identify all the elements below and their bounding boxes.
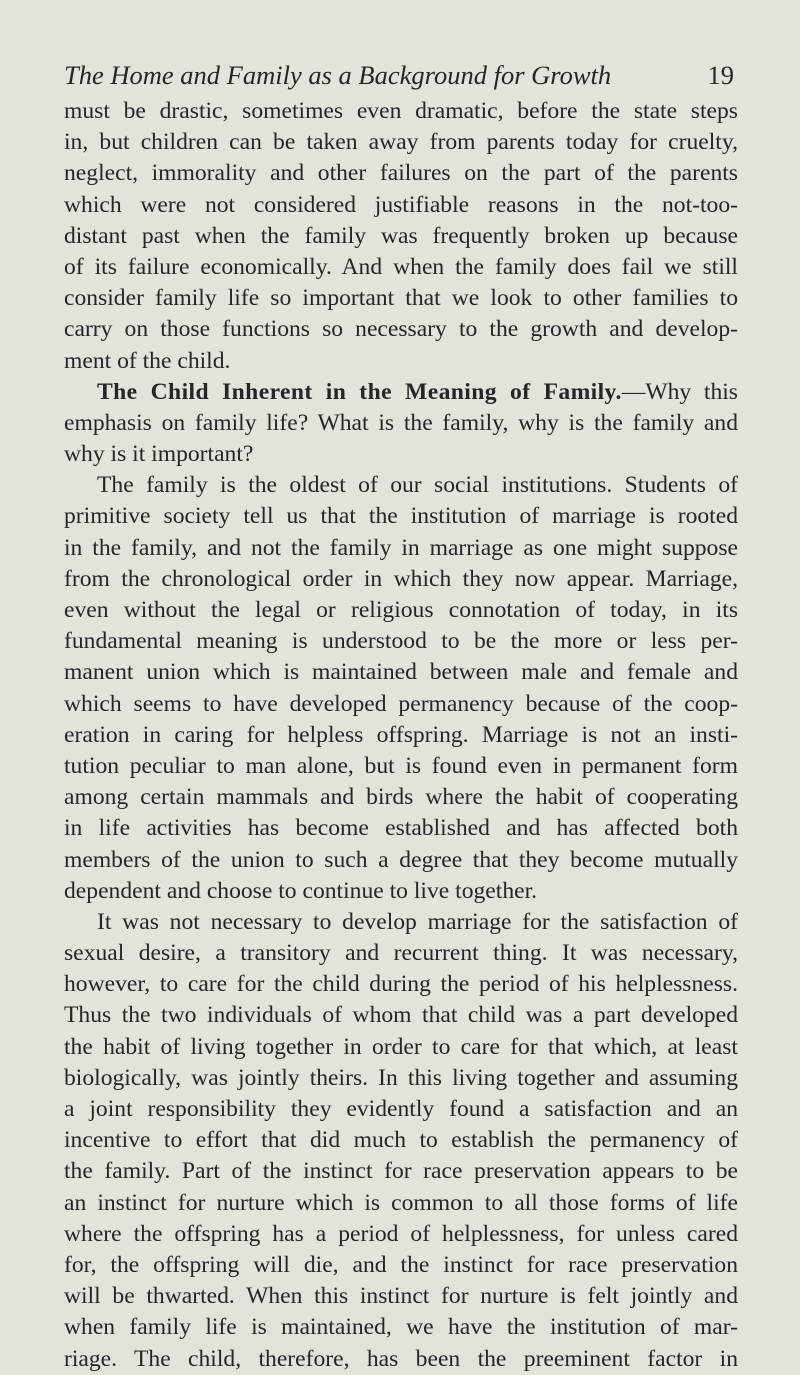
text-line: in the family, and not the family in marriage as one might suppose [64,534,738,561]
text-line: ment of the child. [64,347,231,374]
text-line: the habit of living together in order to care for that which, at least [64,1033,738,1060]
section-heading: The Child Inherent in the Meaning of Family. [97,378,622,405]
text-line: however, to care for the child during the period of his helplessness. [64,971,738,998]
text-line: eration in caring for helpless offspring. Marriage is not an insti- [64,721,738,748]
text-line: riage. The child, therefore, has been the preeminent factor in [64,1345,738,1372]
text-line: the family. Part of the instinct for race preservation appears to be [64,1158,738,1185]
text-line: sexual desire, a transitory and recurrent thing. It was necessary, [64,940,738,967]
chapter-title: The Home and Family as a Background for Growth [64,60,612,90]
text-line: when family life is maintained, we have the institution of mar- [64,1314,738,1341]
text-line: must be drastic, sometimes even dramatic, before the state steps [64,98,738,124]
text-line: a joint responsibility they evidently found a satisfaction and an [64,1096,738,1122]
text-line: Thus the two individuals of whom that child was a part developed [64,1002,738,1029]
text-line: biologically, was jointly theirs. In this living together and assuming [64,1064,738,1091]
text-line: consider family life so important that we look to other families to [64,285,738,312]
text-line: members of the union to such a degree that they become mutually [64,846,738,873]
text-line: manent union which is maintained between male and female and [64,659,738,686]
text-line: for, the offspring will die, and the instinct for race preservation [64,1251,738,1278]
text-line: fundamental meaning is understood to be the more or less per- [64,628,738,655]
text-line: in life activities has become established and has affected both [64,815,738,842]
page-number: 19 [707,60,734,90]
text-line: of its failure economically. And when the family does fail we still [64,253,738,280]
body-text [64,96,738,1375]
text-line: in, but children can be taken away from parents today for cruelty, [64,129,738,156]
text-line: neglect, immorality and other failures on the part of the parents [64,160,738,187]
text-line: The family is the oldest of our social institutions. Students of [97,472,738,499]
text-line: distant past when the family was frequently broken up because [64,222,738,249]
text-line: carry on those functions so necessary to the growth and develop- [64,316,738,343]
text-line: from the chronological order in which they now appear. Marriage, [64,565,738,592]
text-line: where the offspring has a period of helplessness, for unless cared [64,1220,738,1247]
running-head [64,58,738,92]
text-line: which seems to have developed permanency because of the coop- [64,690,738,717]
text-line: dependent and choose to continue to live together. [64,877,538,904]
text-line: tution peculiar to man alone, but is found even in permanent form [64,752,738,779]
text-line: will be thwarted. When this instinct for nurture is felt jointly and [64,1283,738,1310]
text-line: an instinct for nurture which is common to all those forms of life [64,1189,738,1216]
text-line: why is it important? [64,441,254,468]
text-line: even without the legal or religious connotation of today, in its [64,597,738,623]
text-line: emphasis on family life? What is the family, why is the family and [64,409,738,436]
text-fragment: —Why this [621,378,738,405]
text-line: incentive to effort that did much to establish the permanency of [64,1127,738,1154]
section-heading-line [64,377,738,408]
text-line: It was not necessary to develop marriage for the satisfaction of [97,908,738,935]
text-line: which were not considered justifiable reasons in the not-too- [64,191,738,218]
text-line: primitive society tell us that the institution of marriage is rooted [64,503,738,530]
text-line: among certain mammals and birds where the habit of cooperating [64,784,738,811]
